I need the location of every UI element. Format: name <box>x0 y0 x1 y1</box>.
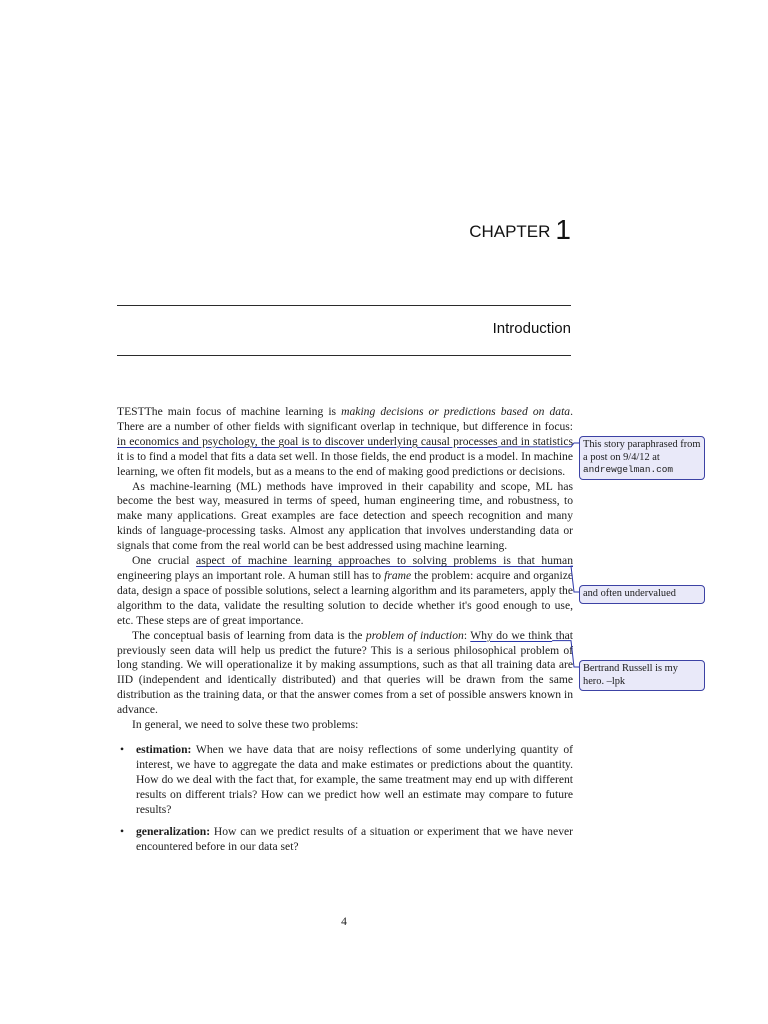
test-marker: TEST <box>117 405 145 418</box>
emphasis-text: problem of induction <box>365 628 464 642</box>
paragraph-4-text: : <box>463 628 471 642</box>
paragraph-3-text: engineering plays an important role. A human still has to <box>117 568 385 582</box>
paragraph-3-text: One crucial <box>132 554 197 568</box>
emphasis-text: frame <box>384 568 412 582</box>
paragraph-3 <box>117 554 573 629</box>
list-item-text: When we have data that are noisy reflections of some underlying quantity of interest, we have to aggregate the data and make estimates or predictions about the quantity. How do we deal with the fact that, for example, the same treatment may end up with different results on different trials? How can we predict how well an estimate may compare to future results? <box>136 742 573 816</box>
title-rule-bottom <box>117 355 571 356</box>
annotated-text-1[interactable]: in economics and psychology, the goal is to discover underlying causal processes <box>117 434 498 448</box>
list-item-generalization <box>117 825 573 855</box>
paragraph-4-text: that previously seen data will help us predict the future? This is a serious philosophical problem of long standing. We will operationalize it by making assumptions, such as that all training data are IID (independent and identically distributed) and that queries will be drawn from the same distribution as the training data, or that the answer comes from a set of possible answers known in advance. <box>117 628 573 717</box>
page-number: 4 <box>341 915 347 928</box>
margin-note-url: andrewgelman.com <box>583 464 674 476</box>
paragraph-4-text: The conceptual basis of learning from data is the <box>132 628 366 642</box>
paragraph-1 <box>117 405 573 480</box>
list-item-term: generalization: <box>136 825 211 839</box>
paragraph-4 <box>117 629 573 718</box>
paragraph-2: As machine-learning (ML) methods have improved in their capability and scope, ML has become the best way, measured in terms of speed, human engineering time, and robustness, to make many applications. Great examples are face detection and speech recognition and many kinds of language-processing tasks. Almost any application that involves understanding data or signals that come from the real world can be best addressed using machine learning. <box>117 479 573 553</box>
margin-note-undervalued[interactable]: and often undervalued <box>579 585 705 604</box>
title-rule-top <box>117 305 571 306</box>
chapter-label: CHAPTER <box>469 222 551 241</box>
body-text <box>117 405 573 863</box>
annotated-text-3[interactable]: Why do we think <box>470 628 553 642</box>
paragraph-1-text: . There are a number of other fields with significant overlap in technique, but difference in focus: <box>117 405 573 433</box>
paragraph-3-text: the problem: acquire and organize data, design a space of possible solutions, select a learning algorithm and its parameters, apply the algorithm to the data, validate the resulting solution to decide whether it's good enough to use, etc. These steps are of great importance. <box>117 568 573 627</box>
chapter-number: 1 <box>555 214 571 245</box>
list-item-estimation <box>117 743 573 818</box>
chapter-heading <box>469 212 571 250</box>
margin-note-russell[interactable]: Bertrand Russell is my hero. –lpk <box>579 660 705 691</box>
paragraph-1-text: The main focus of machine learning is <box>144 405 342 418</box>
margin-note-gelman[interactable] <box>579 436 705 480</box>
list-item-term: estimation: <box>136 742 192 756</box>
list-item-text: How can we predict results of a situation or experiment that we have never encountered before in our data set? <box>136 825 573 854</box>
paragraph-1-text: and in statistics it is to find a model that fits a data set well. In those fields, the end product is a model. In machine learning, we often fit models, but as a means to the end of making good predictions or decisions. <box>117 434 573 478</box>
problem-list <box>117 743 573 855</box>
annotated-text-2[interactable]: aspect of machine learning approaches to solving problems is that human <box>196 554 573 568</box>
margin-note-text: This story paraphrased from a post on 9/4/12 at <box>583 439 701 463</box>
chapter-title: Introduction <box>492 320 571 337</box>
emphasis-text: making decisions or predictions based on data <box>341 405 571 418</box>
paragraph-5: In general, we need to solve these two problems: <box>132 718 359 732</box>
